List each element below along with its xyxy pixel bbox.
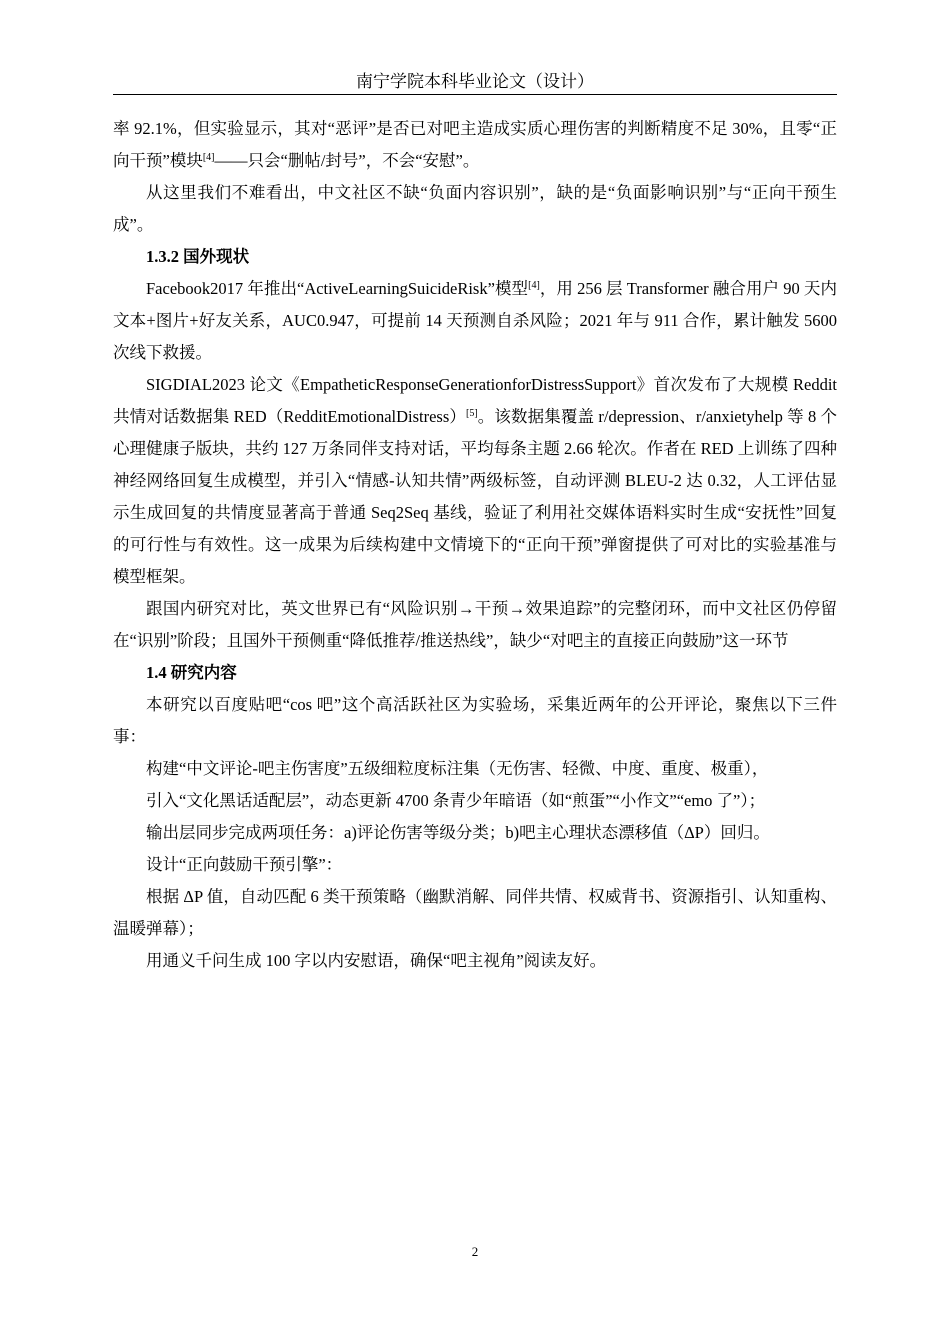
paragraph-6: 本研究以百度贴吧“cos 吧”这个高活跃社区为实验场，采集近两年的公开评论，聚焦以下三件事： [113, 695, 837, 746]
citation-ref: [4] [202, 152, 215, 163]
citation-ref: [5] [466, 408, 478, 419]
paragraph-8: 引入“文化黑话适配层”，动态更新 4700 条青少年暗语（如“煎蛋”“小作文”“emo 了”）； [146, 791, 766, 810]
header-title: 南宁学院本科毕业论文（设计） [356, 72, 594, 91]
page-number: 2 [471, 1244, 479, 1259]
paragraph-4: SIGDIAL2023 论文《EmpatheticResponseGenerationforDistressSupport》首次发布了大规模 Reddit 共情对话数据集 RED（RedditEmotionalDistress）[5]。该数据集覆盖 r/depression、r/anxietyhelp 等 8 个心理健康子版块，共约 127 万条同伴支持对话，平均每条主题 2.66 轮次。作者在 RED 上训练了四种神经网络回复生成模型，并引入“情感-认知共情”两级标签，自动评测 BLEU-2 达 0.32，人工评估显示生成回复的共情度显著高于普通 Seq2Seq 基线，验证了利用社交媒体语料实时生成“安抚性”回复的可行性与有效性。这一成果为后续构建中文情境下的“正向干预”弹窗提供了可对比的实验基准与模型框架。 [113, 375, 837, 586]
section-heading-1-3-2: 1.3.2 国外现状 [146, 247, 250, 266]
section-heading-1-4: 1.4 研究内容 [146, 663, 237, 682]
paragraph-3: Facebook2017 年推出“ActiveLearningSuicideRisk”模型[4]，用 256 层 Transformer 融合用户 90 天内文本+图片+好友关系，AUC0.947，可提前 14 天预测自杀风险；2021 年与 911 合作，累计触发 5600 次线下救援。 [113, 279, 837, 362]
paragraph-12: 用通义千问生成 100 字以内安慰语，确保“吧主视角”阅读友好。 [146, 951, 607, 970]
paragraph-5: 跟国内研究对比，英文世界已有“风险识别→干预→效果追踪”的完整闭环，而中文社区仍停留在“识别”阶段；且国外干预侧重“降低推荐/推送热线”，缺少“对吧主的直接正向鼓励”这一环节 [113, 599, 837, 650]
paragraph-9: 输出层同步完成两项任务：a)评论伤害等级分类；b)吧主心理状态漂移值（ΔP）回归。 [146, 823, 770, 842]
citation-ref: [4] [528, 280, 540, 291]
page-body [113, 113, 837, 977]
page-header [113, 70, 837, 95]
paragraph-10: 设计“正向鼓励干预引擎”： [146, 855, 343, 874]
paragraph-2: 从这里我们不难看出，中文社区不缺“负面内容识别”，缺的是“负面影响识别”与“正向干预生成”。 [113, 183, 837, 234]
paragraph-1: 率 92.1%，但实验显示，其对“恶评”是否已对吧主造成实质心理伤害的判断精度不足 30%，且零“正向干预”模块[4]——只会“删帖/封号”，不会“安慰”。 [113, 119, 837, 170]
paragraph-7: 构建“中文评论-吧主伤害度”五级细粒度标注集（无伤害、轻微、中度、重度、极重）， [146, 759, 769, 778]
paragraph-11: 根据 ΔP 值，自动匹配 6 类干预策略（幽默消解、同伴共情、权威背书、资源指引、认知重构、温暖弹幕）； [113, 887, 837, 938]
